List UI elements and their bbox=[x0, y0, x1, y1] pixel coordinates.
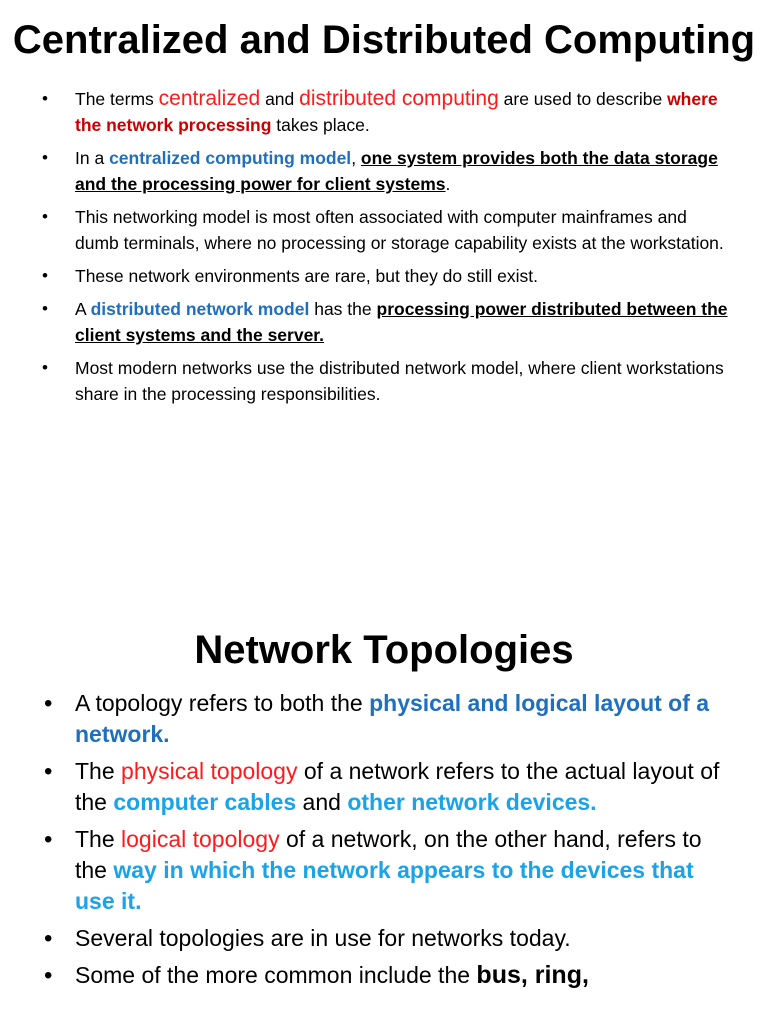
emphasis-processing-power: processing power distributed between the client systems and the server. bbox=[75, 299, 728, 345]
slide-title: Network Topologies bbox=[194, 628, 574, 672]
text: The bbox=[75, 826, 122, 852]
list-item: • Most modern networks use the distributed network model, where client workstations share in the processing responsibilities. bbox=[75, 355, 728, 407]
list-item: • This networking model is most often associated with computer mainframes and dumb terminals, where no processing or storage capability exists at the workstation. bbox=[75, 204, 728, 256]
list-item bbox=[75, 960, 728, 991]
text: are used to describe bbox=[498, 89, 668, 109]
text: . bbox=[445, 174, 451, 194]
text: A bbox=[75, 299, 91, 319]
text: of a network, on the other hand, refers to the bbox=[75, 826, 702, 883]
text: , bbox=[351, 148, 361, 168]
text: of a network refers to the actual layout of the bbox=[75, 758, 720, 815]
keyword-network-devices: other network devices. bbox=[347, 789, 597, 815]
keyword-bus-ring: bus, ring, bbox=[476, 961, 589, 989]
text: has the bbox=[309, 299, 377, 319]
text: A topology refers to both the bbox=[75, 690, 370, 716]
slide-centralized-distributed bbox=[0, 0, 768, 500]
slide-network-topologies bbox=[0, 600, 768, 1024]
list-item bbox=[75, 86, 728, 138]
keyword-network-appears: way in which the network appears to the devices that use it. bbox=[75, 857, 694, 914]
list-item bbox=[75, 756, 728, 818]
text: and bbox=[296, 789, 348, 815]
list-item bbox=[75, 688, 728, 750]
emphasis-one-system: one system provides both the data storage and the processing power for client systems bbox=[75, 148, 718, 194]
text: Some of the more common include the bbox=[75, 962, 477, 988]
list-item bbox=[75, 824, 728, 917]
list-item: • These network environments are rare, but they do still exist. bbox=[75, 263, 728, 289]
text: In a bbox=[75, 148, 110, 168]
bullet-list bbox=[0, 86, 768, 407]
text: and bbox=[260, 89, 300, 109]
list-item bbox=[75, 145, 728, 197]
keyword-centralized-model: centralized computing model bbox=[109, 148, 352, 168]
keyword-network-processing: where the network processing bbox=[75, 89, 718, 135]
slide-title: Centralized and Distributed Computing bbox=[12, 18, 756, 62]
keyword-centralized: centralized bbox=[158, 87, 261, 110]
keyword-distributed-model: distributed network model bbox=[90, 299, 310, 319]
keyword-logical-topology: logical topology bbox=[121, 826, 280, 852]
text: The bbox=[75, 758, 122, 784]
text: takes place. bbox=[271, 115, 370, 135]
keyword-computer-cables: computer cables bbox=[113, 789, 297, 815]
list-item: • Several topologies are in use for networks today. bbox=[75, 923, 728, 954]
keyword-physical-topology: physical topology bbox=[121, 758, 298, 784]
keyword-distributed-computing: distributed computing bbox=[299, 87, 499, 110]
list-item bbox=[75, 296, 728, 348]
text: The terms bbox=[75, 89, 159, 109]
keyword-physical-logical: physical and logical layout of a network. bbox=[75, 690, 710, 747]
bullet-list bbox=[0, 688, 768, 991]
